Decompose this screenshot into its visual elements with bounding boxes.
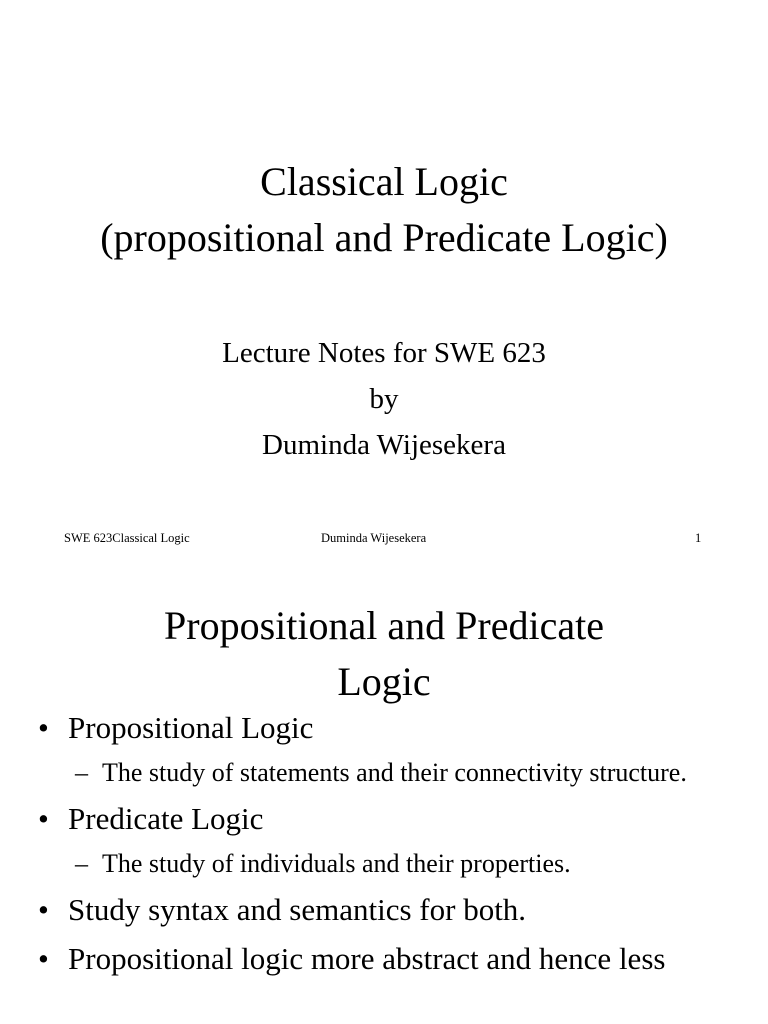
bullet-item (0, 890, 768, 930)
slide-title (0, 598, 768, 710)
footer-author: Duminda Wijesekera (321, 531, 427, 545)
dash-icon: – (75, 849, 88, 878)
footer-course-title: SWE 623Classical Logic (64, 531, 190, 545)
slide-footer (0, 531, 768, 549)
bullet-icon: • (38, 892, 49, 927)
bullet-text: Study syntax and semantics for both. (68, 892, 527, 927)
sub-bullet-text: The study of individuals and their properties. (102, 849, 571, 878)
bullet-item (0, 708, 768, 790)
bullet-icon: • (38, 801, 49, 836)
slide-subtitle (0, 330, 768, 468)
bullet-item (0, 799, 768, 881)
title-line-2: (propositional and Predicate Logic) (100, 215, 668, 260)
slide-title (0, 154, 768, 266)
bullet-icon: • (38, 710, 49, 745)
slide-2 (0, 560, 768, 1024)
title-line-1: Classical Logic (260, 159, 508, 204)
bullet-list (0, 708, 768, 988)
sub-bullet-item (68, 756, 702, 790)
sub-bullet-list (68, 847, 768, 881)
title-line-2: Logic (337, 659, 431, 704)
subtitle-author: Duminda Wijesekera (262, 429, 506, 461)
sub-bullet-item (68, 847, 702, 881)
bullet-text: Predicate Logic (68, 801, 264, 836)
subtitle-by: by (369, 383, 399, 415)
dash-icon: – (75, 758, 88, 787)
sub-bullet-list (68, 756, 768, 790)
sub-bullet-text: The study of statements and their connectivity structure. (102, 758, 687, 787)
footer-page-number: 1 (695, 531, 702, 545)
bullet-text: Propositional Logic (68, 710, 314, 745)
title-line-1: Propositional and Predicate (164, 603, 604, 648)
bullet-text: Propositional logic more abstract and hence less (68, 941, 666, 976)
subtitle-course: Lecture Notes for SWE 623 (222, 337, 546, 369)
bullet-icon: • (38, 941, 49, 976)
bullet-item (0, 939, 768, 979)
